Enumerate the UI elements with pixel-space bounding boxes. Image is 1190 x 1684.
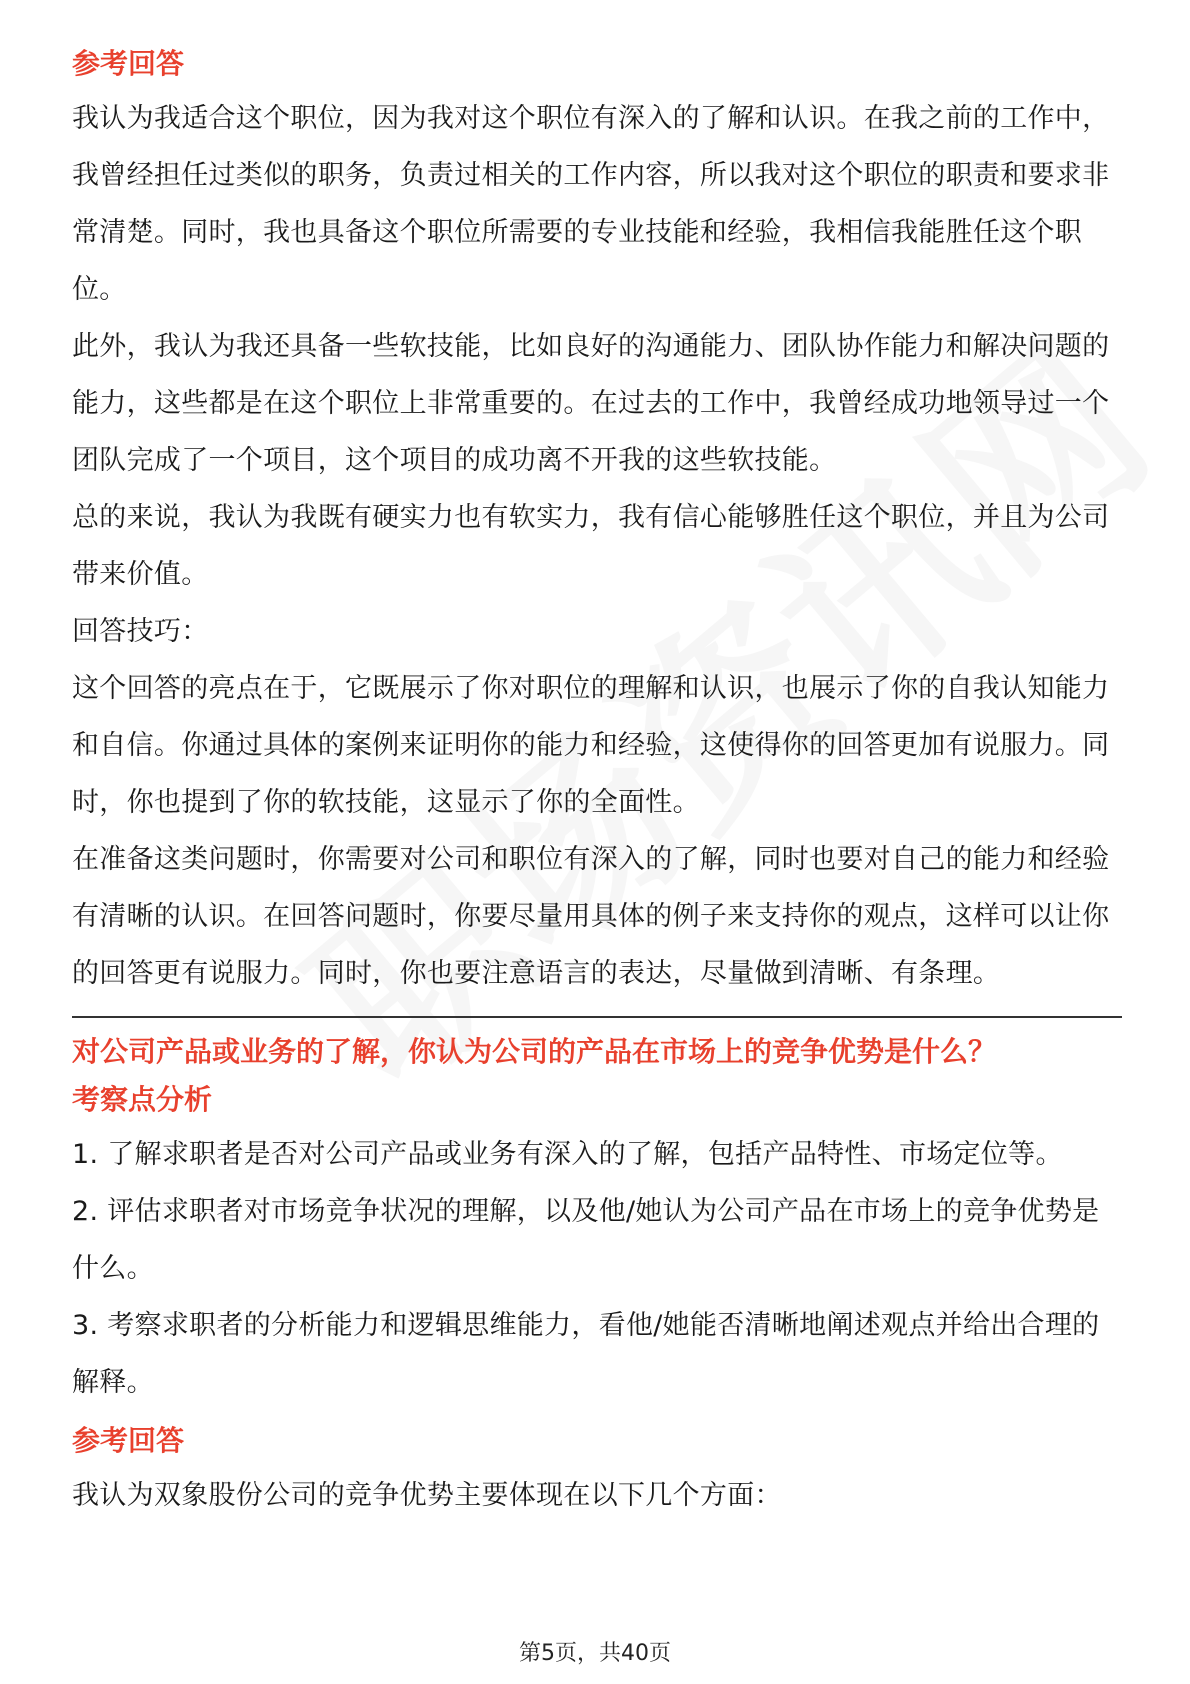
analysis-item-2: 2. 评估求职者对市场竞争状况的理解，以及他/她认为公司产品在市场上的竞争优势是什么。 [72, 1196, 1100, 1284]
answer-paragraph-3: 总的来说，我认为我既有硬实力也有软实力，我有信心能够胜任这个职位，并且为公司带来价值。 [72, 502, 1110, 590]
tips-paragraph-2: 在准备这类问题时，你需要对公司和职位有深入的了解，同时也要对自己的能力和经验有清晰的认识。在回答问题时，你要尽量用具体的例子来支持你的观点，这样可以让你的回答更有说服力。同时，你也要注意语言的表达，尽量做到清晰、有条理。 [72, 844, 1110, 989]
answer-paragraph-2: 此外，我认为我还具备一些软技能，比如良好的沟通能力、团队协作能力和解决问题的能力，这些都是在这个职位上非常重要的。在过去的工作中，我曾经成功地领导过一个团队完成了一个项目，这个项目的成功离不开我的这些软技能。 [72, 331, 1110, 476]
answer-intro: 我认为双象股份公司的竞争优势主要体现在以下几个方面： [72, 1480, 782, 1511]
reference-answer-heading: 参考回答 [72, 47, 185, 80]
analysis-item-1: 1. 了解求职者是否对公司产品或业务有深入的了解，包括产品特性、市场定位等。 [72, 1139, 1063, 1170]
analysis-heading: 考察点分析 [72, 1083, 213, 1116]
answer-paragraph-1: 我认为我适合这个职位，因为我对这个职位有深入的了解和认识。在我之前的工作中，我曾经担任过类似的职务，负责过相关的工作内容，所以我对这个职位的职责和要求非常清楚。同时，我也具备这个职位所需要的专业技能和经验，我相信我能胜任这个职位。 [72, 103, 1110, 305]
tips-paragraph-1: 这个回答的亮点在于，它既展示了你对职位的理解和认识，也展示了你的自我认知能力和自信。你通过具体的案例来证明你的能力和经验，这使得你的回答更加有说服力。同时，你也提到了你的软技能，这显示了你的全面性。 [72, 673, 1110, 818]
section-divider [72, 1016, 1122, 1018]
question-title: 对公司产品或业务的了解，你认为公司的产品在市场上的竞争优势是什么？ [72, 1035, 997, 1068]
tips-label: 回答技巧： [72, 616, 209, 647]
page-number: 第5页，共40页 [519, 1641, 671, 1666]
reference-answer-heading-2: 参考回答 [72, 1424, 185, 1457]
analysis-item-3: 3. 考察求职者的分析能力和逻辑思维能力，看他/她能否清晰地阐述观点并给出合理的解释。 [72, 1310, 1100, 1398]
document-page [72, 44, 1122, 1524]
